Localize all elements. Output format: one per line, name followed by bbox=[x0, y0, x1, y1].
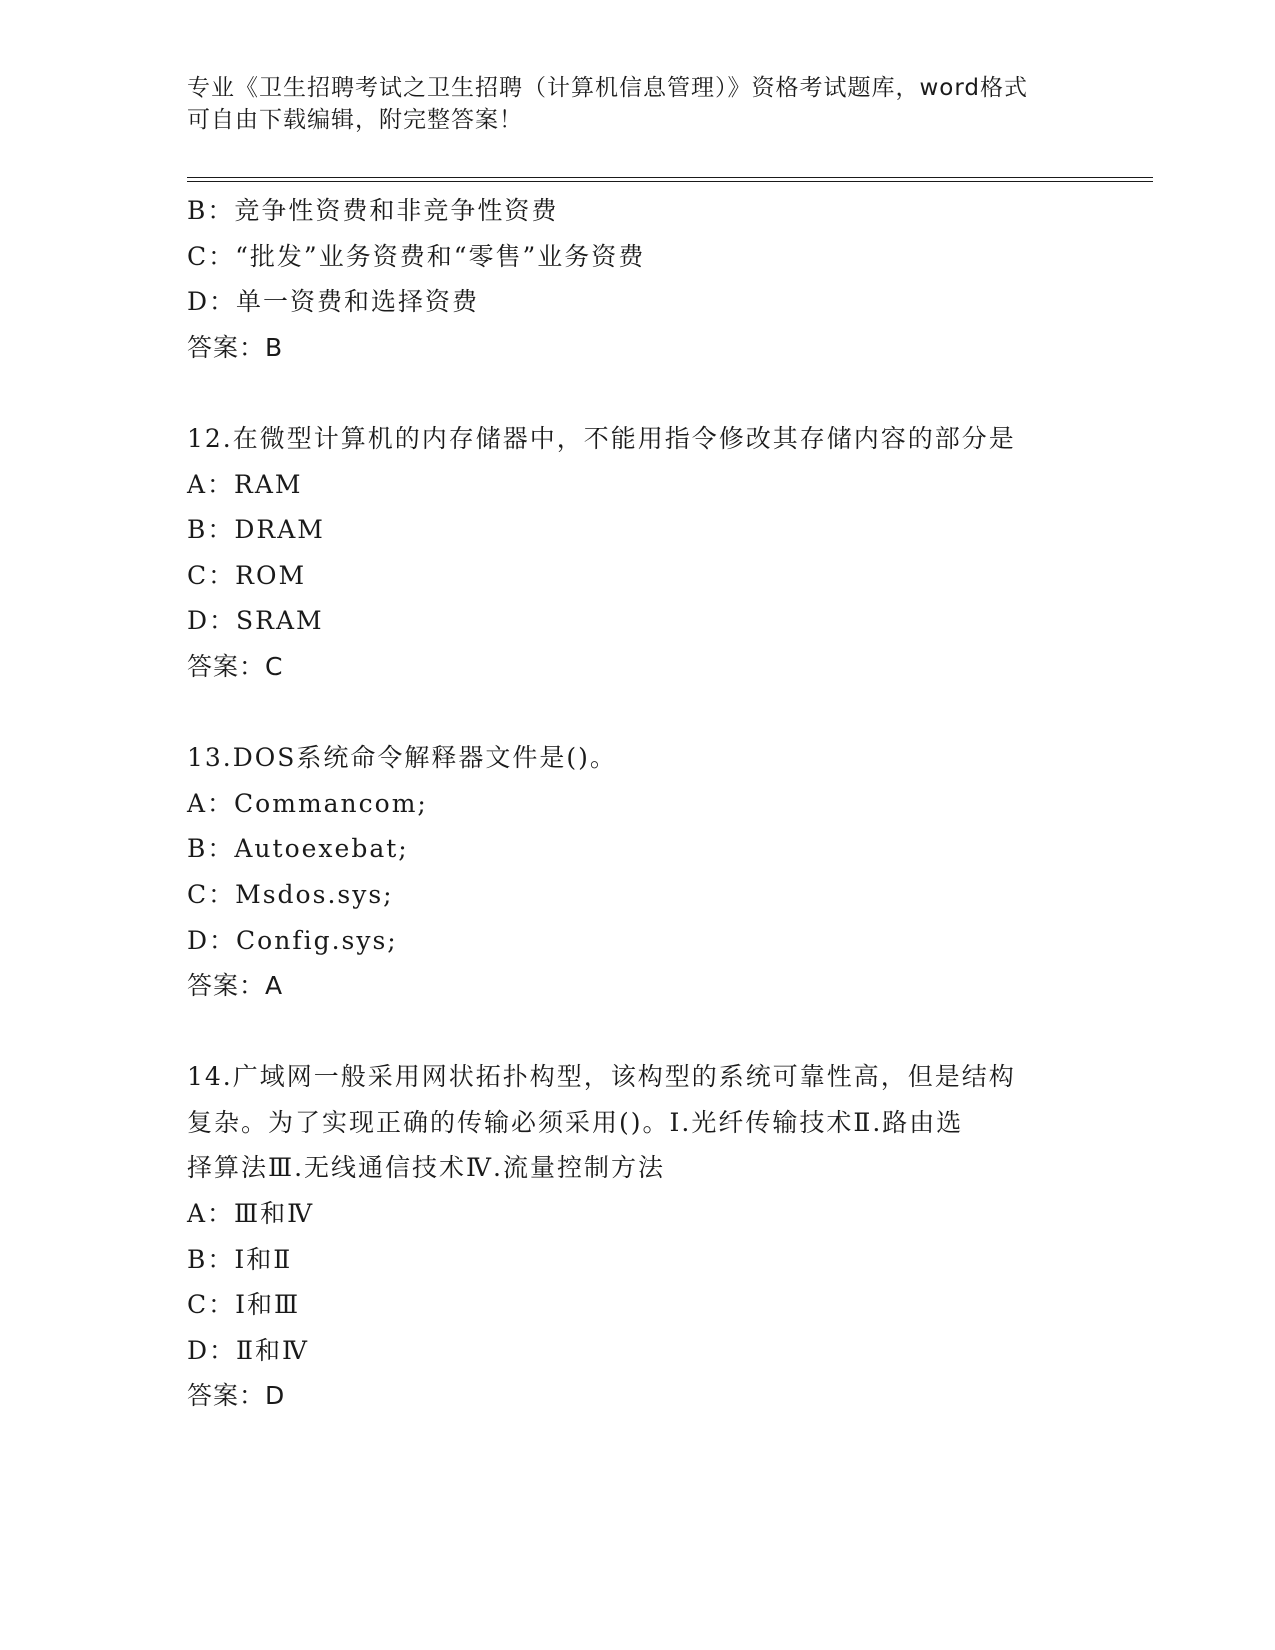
option-c: C：ROM bbox=[187, 560, 307, 590]
option-a: A：Commancom; bbox=[187, 788, 428, 818]
header-divider-top bbox=[187, 177, 1153, 178]
option-d: D：SRAM bbox=[187, 606, 324, 636]
option-c: C：Ⅰ和Ⅲ bbox=[187, 1290, 301, 1320]
option-b: B：Ⅰ和Ⅱ bbox=[187, 1244, 293, 1274]
option-c: C：“批发”业务资费和“零售”业务资费 bbox=[187, 241, 646, 271]
option-a: A：Ⅲ和Ⅳ bbox=[187, 1199, 315, 1229]
option-b: B：Autoexebat; bbox=[187, 834, 409, 864]
header-divider-bottom bbox=[187, 181, 1153, 182]
header-line-1: 专业《卫生招聘考试之卫生招聘（计算机信息管理）》资格考试题库，word格式 bbox=[187, 75, 1029, 101]
question-12 bbox=[187, 416, 1087, 690]
answer-line: 答案：C bbox=[187, 651, 284, 681]
header-line-2: 可自由下载编辑，附完整答案！ bbox=[187, 107, 523, 133]
option-a: A：RAM bbox=[187, 469, 303, 499]
question-stem: 13.DOS系统命令解释器文件是()。 bbox=[187, 743, 617, 773]
option-d: D：Ⅱ和Ⅳ bbox=[187, 1335, 310, 1365]
question-stem: 12.在微型计算机的内存储器中，不能用指令修改其存储内容的部分是 bbox=[187, 423, 1016, 453]
question-stem-line-2: 复杂。为了实现正确的传输必须采用()。Ⅰ.光纤传输技术Ⅱ.路由选 bbox=[187, 1107, 964, 1137]
option-b: B：竞争性资费和非竞争性资费 bbox=[187, 196, 559, 225]
option-d: D：Config.sys; bbox=[187, 925, 398, 955]
question-stem-line-1: 14.广域网一般采用网状拓扑构型，该构型的系统可靠性高，但是结构 bbox=[187, 1062, 1016, 1092]
option-c: C：Msdos.sys; bbox=[187, 879, 394, 909]
option-d: D：单一资费和选择资费 bbox=[187, 287, 480, 317]
spacer bbox=[187, 690, 1087, 736]
question-13 bbox=[187, 735, 1087, 1009]
spacer bbox=[187, 1009, 1087, 1055]
answer-line: 答案：A bbox=[187, 971, 284, 1001]
question-11 bbox=[187, 188, 1087, 370]
question-stem-line-3: 择算法Ⅲ.无线通信技术Ⅳ.流量控制方法 bbox=[187, 1153, 665, 1183]
question-list bbox=[187, 188, 1087, 1419]
spacer bbox=[187, 370, 1087, 416]
answer-line: 答案：B bbox=[187, 332, 284, 362]
answer-line: 答案：D bbox=[187, 1381, 286, 1411]
document-header bbox=[187, 72, 1067, 136]
question-14 bbox=[187, 1054, 1087, 1419]
option-b: B：DRAM bbox=[187, 515, 325, 545]
